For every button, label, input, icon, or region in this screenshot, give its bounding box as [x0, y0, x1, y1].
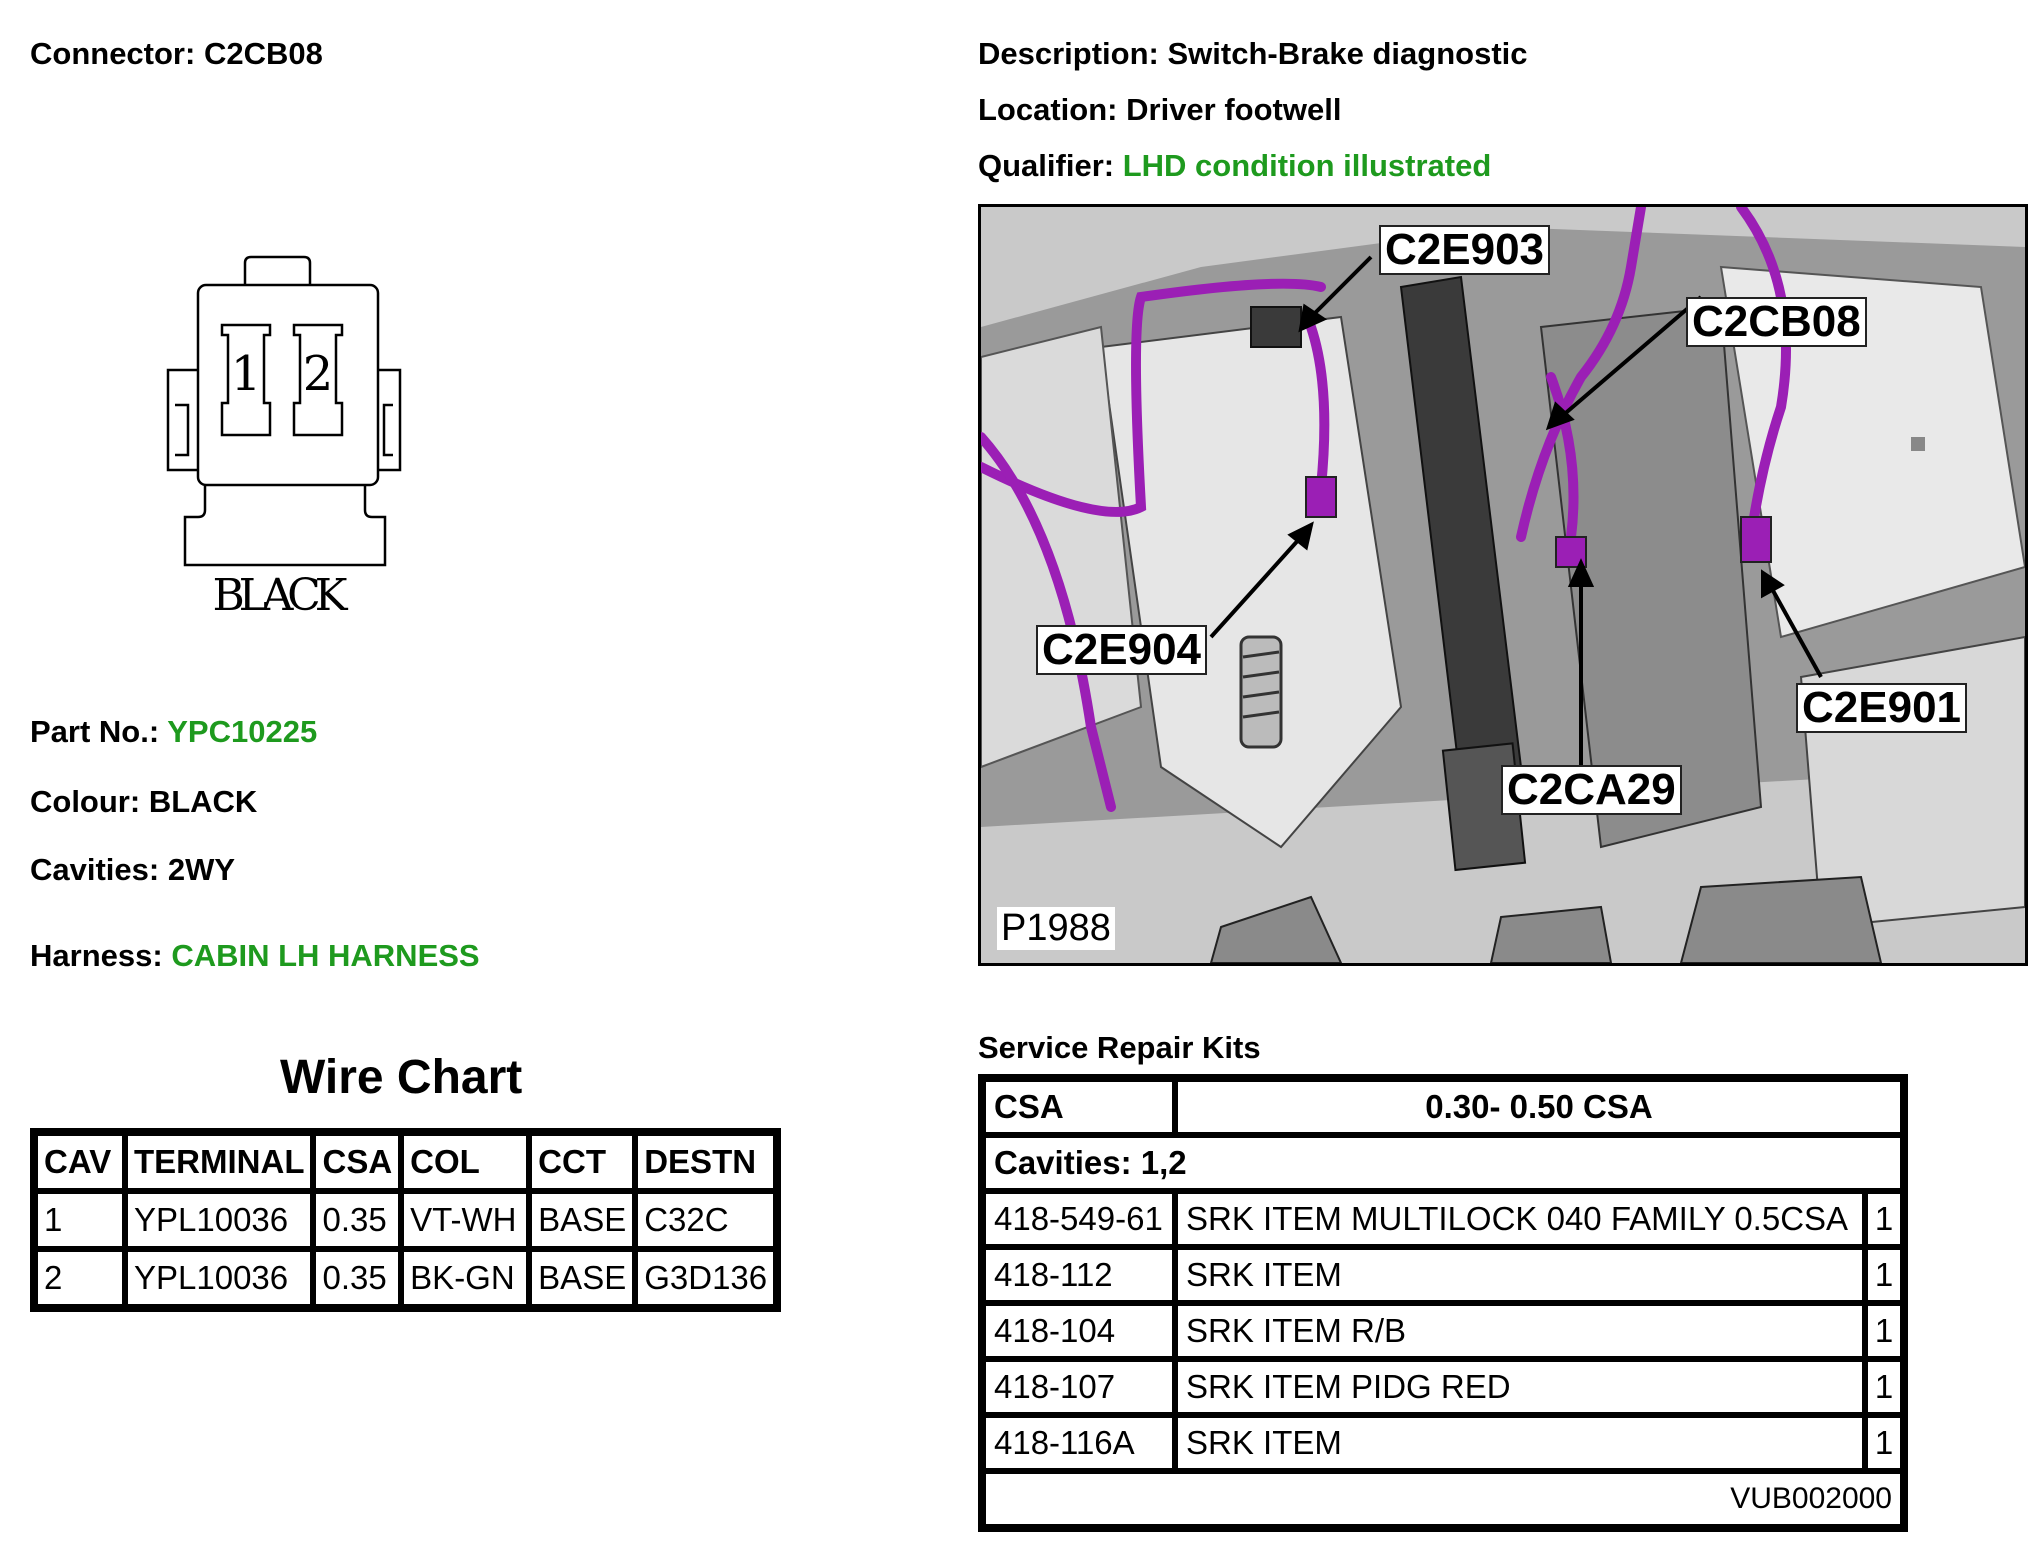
footwell-illustration — [981, 207, 2025, 963]
cell-destn: C32C — [635, 1191, 776, 1249]
header-csa: CSA — [313, 1133, 401, 1191]
cavities-row — [983, 1135, 1903, 1191]
cell-csa: 0.35 — [313, 1191, 401, 1249]
repair-kits-title: Service Repair Kits — [978, 1030, 1261, 1065]
colour-line — [30, 784, 257, 820]
callout-c2e901: C2E901 — [1796, 683, 1967, 733]
csa-label: CSA — [983, 1079, 1175, 1135]
photo-ref: P1988 — [997, 907, 1115, 950]
wire-chart-table — [30, 1128, 781, 1312]
header-terminal: TERMINAL — [125, 1133, 313, 1191]
cell-col: VT-WH — [401, 1191, 529, 1249]
location-value: Driver footwell — [1126, 92, 1342, 127]
kit-code: 418-112 — [983, 1247, 1175, 1303]
kit-code: 418-549-61 — [983, 1191, 1175, 1247]
cell-cct: BASE — [529, 1191, 635, 1249]
qualifier-value: LHD condition illustrated — [1122, 148, 1492, 183]
connector-color-label: BLACK — [212, 570, 348, 621]
qualifier-label: Qualifier: — [978, 148, 1115, 183]
repair-kits — [978, 1074, 1908, 1532]
connector-label: Connector: — [30, 36, 196, 71]
cavities-line — [30, 852, 235, 888]
connector-c2e904-body — [1306, 477, 1336, 517]
kit-code: 418-107 — [983, 1359, 1175, 1415]
kit-desc: SRK ITEM R/B — [1175, 1303, 1865, 1359]
table-row — [983, 1191, 1903, 1247]
csa-row — [983, 1079, 1903, 1135]
part-value: YPC10225 — [167, 714, 318, 749]
callout-c2ca29: C2CA29 — [1501, 765, 1682, 815]
kit-qty: 1 — [1865, 1359, 1903, 1415]
connector-outline — [160, 255, 410, 635]
cavities-label: Cavities: — [30, 852, 160, 887]
header-col: COL — [401, 1133, 529, 1191]
location-label: Location: — [978, 92, 1118, 127]
qualifier-line — [978, 148, 1491, 184]
harness-value: CABIN LH HARNESS — [171, 938, 480, 973]
cell-col: BK-GN — [401, 1249, 529, 1307]
wire-chart-title: Wire Chart — [280, 1051, 523, 1104]
connector-diagram — [160, 255, 410, 635]
kit-qty: 1 — [1865, 1303, 1903, 1359]
wire-chart — [30, 1128, 781, 1312]
header-cct: CCT — [529, 1133, 635, 1191]
connector-c2e901-body — [1741, 517, 1771, 562]
footer-row — [983, 1471, 1903, 1527]
kit-qty: 1 — [1865, 1191, 1903, 1247]
description-label: Description: — [978, 36, 1159, 71]
cell-terminal: YPL10036 — [125, 1191, 313, 1249]
kit-cavities: Cavities: 1,2 — [983, 1135, 1903, 1191]
table-row — [35, 1249, 776, 1307]
harness-label: Harness: — [30, 938, 163, 973]
table-row — [983, 1359, 1903, 1415]
cavities-value: 2WY — [167, 852, 236, 887]
connector-value: C2CB08 — [203, 36, 323, 71]
part-label: Part No.: — [30, 714, 160, 749]
table-row — [35, 1191, 776, 1249]
table-row — [983, 1247, 1903, 1303]
header-destn: DESTN — [635, 1133, 776, 1191]
description-value: Switch-Brake diagnostic — [1167, 36, 1528, 71]
location-line — [978, 92, 1341, 128]
pin-1: 1 — [230, 346, 262, 402]
kit-desc: SRK ITEM — [1175, 1247, 1865, 1303]
kit-qty: 1 — [1865, 1415, 1903, 1471]
kit-desc: SRK ITEM PIDG RED — [1175, 1359, 1865, 1415]
cell-destn: G3D136 — [635, 1249, 776, 1307]
cell-cav: 2 — [35, 1249, 125, 1307]
repair-kits-table — [978, 1074, 1908, 1532]
wire-chart-header-row — [35, 1133, 776, 1191]
connector-line — [30, 36, 323, 72]
header-cav: CAV — [35, 1133, 125, 1191]
kit-desc: SRK ITEM — [1175, 1415, 1865, 1471]
cell-cav: 1 — [35, 1191, 125, 1249]
kit-footer-code: VUB002000 — [983, 1471, 1903, 1527]
description-line — [978, 36, 1528, 72]
kit-qty: 1 — [1865, 1247, 1903, 1303]
callout-c2e904: C2E904 — [1036, 625, 1207, 675]
colour-value: BLACK — [148, 784, 258, 819]
kit-desc: SRK ITEM MULTILOCK 040 FAMILY 0.5CSA — [1175, 1191, 1865, 1247]
callout-c2cb08: C2CB08 — [1686, 297, 1867, 347]
kit-code: 418-116A — [983, 1415, 1175, 1471]
pin-2: 2 — [302, 346, 334, 402]
kit-code: 418-104 — [983, 1303, 1175, 1359]
csa-value: 0.30- 0.50 CSA — [1175, 1079, 1903, 1135]
colour-label: Colour: — [30, 784, 141, 819]
part-number-line — [30, 714, 317, 750]
cell-cct: BASE — [529, 1249, 635, 1307]
cell-csa: 0.35 — [313, 1249, 401, 1307]
location-photo — [978, 204, 2028, 966]
cell-terminal: YPL10036 — [125, 1249, 313, 1307]
harness-line — [30, 938, 480, 974]
callout-c2e903: C2E903 — [1379, 225, 1550, 275]
table-row — [983, 1303, 1903, 1359]
table-row — [983, 1415, 1903, 1471]
